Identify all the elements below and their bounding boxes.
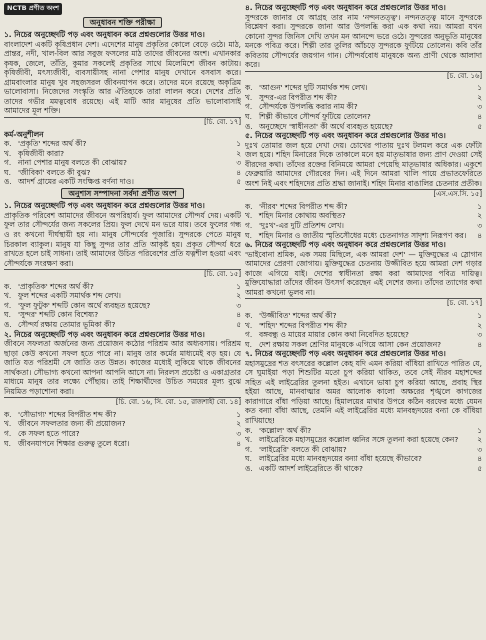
item-text: সুন্দর-এর বিপরীত শব্দ কী?	[259, 92, 338, 102]
item-text: 'সুন্দর' শব্দটি কোন বিশেষ্য?	[18, 310, 99, 320]
item-marks: ৩	[236, 300, 241, 310]
nctb-header	[4, 3, 241, 15]
sub-question-item	[245, 330, 482, 340]
item-number: গ.	[4, 158, 12, 168]
item-text: সৌন্দর্যকে উপলব্ধি করার নাম কী?	[259, 102, 358, 112]
sub-question-item	[4, 291, 241, 301]
sub-questions	[245, 202, 482, 240]
question-title: ১. নিচের অনুচ্ছেদটি পড় এবং অনুধাবন করে প্রশ্নগুলোর উত্তর দাও।	[4, 201, 205, 211]
item-number: ক.	[4, 139, 12, 149]
sub-question-item	[4, 139, 241, 149]
question-title: ৬. নিচের অনুচ্ছেদটি পড় এবং অনুধাবন করে প্রশ্নগুলোর উত্তর দাও।	[245, 240, 446, 250]
sub-question-item	[4, 149, 241, 159]
sub-question-item	[4, 158, 241, 168]
item-number: গ.	[245, 330, 253, 340]
item-number: গ.	[245, 221, 253, 231]
item-marks: ৫	[236, 177, 241, 187]
item-marks: ১	[477, 201, 482, 211]
item-marks: ১	[477, 83, 482, 93]
item-number: ঘ.	[245, 454, 252, 464]
source-note: [চ. বো. ১৬]	[245, 71, 482, 82]
item-text: 'সৌভাগ্য' শব্দের বিপরীত শব্দ কী?	[18, 409, 117, 419]
right-column	[245, 3, 482, 637]
item-text: 'প্রাকৃতিক' শব্দের অর্থ কী?	[18, 281, 94, 291]
left-column	[4, 3, 241, 637]
item-number: ঘ.	[4, 310, 11, 320]
item-text: নানা পেশার মানুষ বলতে কী বোঝায়?	[18, 158, 127, 168]
sub-question-item	[245, 321, 482, 331]
item-text: 'লাইব্রেরি' বলতে কী বোঝায়?	[259, 444, 347, 454]
item-marks: ৩	[477, 221, 482, 231]
sub-question-item	[245, 102, 482, 112]
item-number: ক.	[4, 281, 12, 291]
item-number: ক.	[4, 409, 12, 419]
sub-question-item	[245, 221, 482, 231]
item-marks: ১	[236, 139, 241, 149]
item-text: লাইব্রেরির মধ্যে মানবহৃদয়ের বন্যা বাঁধা হয়েছে কীভাবে?	[259, 454, 422, 464]
question-title: ২. নিচের অনুচ্ছেদটি পড় এবং অনুধাবন করে প্রশ্নগুলোর উত্তর দাও।	[4, 329, 205, 339]
sub-question-item	[4, 168, 241, 178]
sub-question-item	[245, 426, 482, 436]
item-marks: ৪	[477, 454, 482, 464]
item-text: 'আগুন' শব্দের দুটি সমার্থক শব্দ লেখ।	[259, 83, 368, 93]
section-heading-1: অনুধাবন শক্তি পরীক্ষা	[4, 17, 241, 29]
item-number: ক.	[245, 83, 253, 93]
item-number: খ.	[4, 148, 12, 158]
item-text: কে সফল হতে পারে?	[18, 428, 80, 438]
sub-question-item	[245, 112, 482, 122]
item-marks: ৪	[477, 339, 482, 349]
nctb-badge: NCTB প্রণীত অংশ	[4, 3, 62, 15]
item-number: ঙ.	[4, 177, 12, 187]
item-number: ক.	[245, 310, 253, 320]
item-marks: ২	[477, 92, 482, 102]
item-text: 'জীবিকা' বলতে কী বুঝ?	[18, 167, 91, 177]
item-number: খ.	[245, 92, 253, 102]
item-text: জীবনে সফলতার জন্য কী প্রয়োজন?	[18, 419, 126, 429]
source-note: [এস.এস.সি. ১৫]	[245, 189, 482, 200]
item-number: গ.	[245, 444, 253, 454]
sub-questions	[245, 83, 482, 131]
item-number: খ.	[4, 291, 12, 301]
item-text: দেশ রক্ষায় সকল শ্রেণির মানুষকে এগিয়ে আসা কেন প্রয়োজন?	[259, 339, 442, 349]
item-marks: ২	[477, 435, 482, 445]
passage-text: জীবনে সফলতা অর্জনের জন্য প্রয়োজন কঠোর পরিশ্রম আর অধ্যবসায়। পরিশ্রম ছাড়া কেউ কখনো সফল হতে পারে না। মানুষ তার কর্মের মাধ্যমেই বড় হয়। যে জাতি যত পরিশ্রমী সে জাতি তত উন্নত। কাজের মধ্যেই লুকিয়ে থাকে জীবনের সার্থকতা। সৌভাগ্য কখনো আপনা আপনি আসে না। নিরলস প্রচেষ্টা ও একাগ্রতার মাধ্যমে মানুষ তার লক্ষ্যে পৌঁছায়। তাই শিক্ষার্থীদের উচিত সময়ের মূল্য বুঝে নিয়মিত পড়াশোনা করা।	[4, 339, 241, 396]
item-number: গ.	[4, 428, 12, 438]
passage-text: 'ভাইবোনা শ্রমিক, এক সময় মিছিলে, এক আমরা দেশ' — মুক্তিযুদ্ধের এ স্লোগান আমাদের প্রেরণা জোগায়। মুক্তিযুদ্ধের চেতনায় উজ্জীবিত হয়ে আমরা দেশ গড়ার কাজে এগিয়ে যাই। দেশের স্বাধীনতা রক্ষা করা আমাদের পবিত্র দায়িত্ব। মুক্তিযোদ্ধারা তাঁদের জীবন উৎসর্গ করেছেন এই দেশের জন্য। তাঁদের ত্যাগের কথা আমরা কখনো ভুলব না।	[245, 249, 482, 297]
passage-text: মহাসমুদ্রের শত বৎসরের কল্লোল কেহ যদি এমন করিয়া বাঁধিয়া রাখিতে পারিত যে, সে ঘুমাইয়া পড়া শিশুটির মতো চুপ করিয়া থাকিত, তবে সেই নীরব মহাশব্দের সহিত এই লাইব্রেরির তুলনা হইত। এখানে ভাষা চুপ করিয়া আছে, প্রবাহ স্থির হইয়া আছে, মানবাত্মার অমর আলোক কালো অক্ষরের শৃঙ্খলে কাগজের কারাগারে বাঁধা পড়িয়া আছে। হিমালয়ের মাথার উপরে কঠিন বরফের মধ্যে যেমন কত বন্যা বাঁধা আছে, তেমনি এই লাইব্রেরির মধ্যে মানবহৃদয়ের বন্যা কে বাঁধিয়া রাখিয়াছে!	[245, 358, 482, 425]
sub-question-item	[245, 464, 482, 474]
sub-questions	[4, 410, 241, 448]
item-number: ঘ.	[245, 112, 252, 122]
sub-question-item	[245, 83, 482, 93]
sub-question-item	[245, 340, 482, 350]
item-text: 'শহিদ' শব্দের বিপরীত শব্দ কী?	[259, 320, 348, 330]
item-text: আদর্শ গ্রামের একটি সংক্ষিপ্ত বর্ণনা দাও।	[18, 177, 134, 187]
item-text: একটি আদর্শ লাইব্রেরিতে কী থাকে?	[259, 463, 363, 473]
item-text: শহিদ মিনার কোথায় অবস্থিত?	[259, 211, 346, 221]
item-number: ঙ.	[4, 319, 12, 329]
sub-question-item	[4, 301, 241, 311]
sub-question-item	[245, 435, 482, 445]
item-marks: ৫	[236, 319, 241, 329]
item-text: শিল্পী কীভাবে সৌন্দর্য ফুটিয়ে তোলেন?	[259, 112, 371, 122]
sub-question-item	[4, 429, 241, 439]
source-note: [চি. বো. ১৫]	[4, 269, 241, 280]
item-text: বঙ্গবন্ধু ও মায়ের মায়ার কোন কথা নিবেদিত হয়েছে?	[259, 330, 409, 340]
sub-questions	[245, 311, 482, 349]
item-number: ঘ.	[4, 167, 11, 177]
item-text: 'নীরব' শব্দের বিপরীত শব্দ কী?	[259, 201, 348, 211]
item-number: ঙ.	[245, 121, 253, 131]
item-marks: ২	[477, 211, 482, 221]
item-marks: ৫	[477, 121, 482, 131]
sub-question-item	[245, 454, 482, 464]
item-marks: ৪	[477, 230, 482, 240]
item-text: জীবনযাপনে শিক্ষার গুরুত্ব তুলে ধরো।	[18, 438, 130, 448]
item-marks: ৪	[477, 112, 482, 122]
sub-question-item	[245, 122, 482, 132]
sub-question-item	[245, 311, 482, 321]
item-text: 'প্রকৃতি' শব্দের অর্থ কী?	[18, 139, 87, 149]
item-marks: ৪	[236, 167, 241, 177]
item-marks: ৩	[477, 330, 482, 340]
sub-question-item	[245, 211, 482, 221]
sub-questions	[245, 426, 482, 474]
item-marks: ৪	[236, 438, 241, 448]
sub-question-item	[245, 93, 482, 103]
sub-question-item	[4, 282, 241, 292]
item-text: সৌন্দর্য রক্ষায় তোমার ভূমিকা কী?	[18, 319, 116, 329]
sub-question-item	[245, 202, 482, 212]
item-text: 'ফুল ফুটুক' শব্দটি কোন অর্থে ব্যবহৃত হয়েছে?	[18, 300, 151, 310]
item-number: খ.	[4, 419, 12, 429]
item-text: লাইব্রেরিকে মহাসমুদ্রের কল্লোল ধ্বনির সঙ্গে তুলনা করা হয়েছে কেন?	[259, 435, 459, 445]
sub-question-item	[4, 419, 241, 429]
question-title: ৭. নিচের অনুচ্ছেদটি পড় এবং অনুধাবন করে প্রশ্নগুলোর উত্তর দাও।	[245, 349, 446, 359]
item-marks: ১	[236, 281, 241, 291]
item-number: ঘ.	[245, 230, 252, 240]
item-marks: ২	[236, 148, 241, 158]
item-text: 'দুঃখ'-এর দুটি প্রতিশব্দ লেখ।	[259, 221, 344, 231]
passage-text: প্রাকৃতিক পরিবেশ আমাদের জীবনে অপরিহার্য। ফুল আমাদের সৌন্দর্য দেয়। একটি ফুল তার সৌন্দর্যের জন্য সকলের প্রিয়। ফুল দেখে মন ভরে যায়। তবে ফুলের গন্ধ ও রং কখনো দীর্ঘস্থায়ী হয় না। মানুষ সৌন্দর্যের পূজারি। সুন্দরকে পেতে মানুষ চিরকাল ব্যাকুল। মানুষ যা কিছু সুন্দর তার প্রতি আকৃষ্ট হয়। প্রকৃত সৌন্দর্য ধরে রাখতে হলে চাই সাধনা। তাই আমাদের উচিত পরিবেশের প্রতি যত্নশীল হওয়া এবং সৌন্দর্যকে সংরক্ষণ করা।	[4, 210, 241, 268]
item-marks: ২	[236, 419, 241, 429]
passage-text: সুন্দরকে জানার যে আগ্রহ তার নাম 'নন্দনতত্ত্ব'। নন্দনতত্ত্ব মানে সুন্দরকে বিশ্লেষণ করা। সুন্দরকে জানা আর উপলব্ধি করা এক কথা নয়। আমরা যখন কোনো সুন্দর জিনিস দেখি তখন মন আনন্দে ভরে ওঠে। সুন্দরের অনুভূতি মানুষের মনকে পবিত্র করে। শিল্পী তার তুলির আঁচড়ে সুন্দরকে ফুটিয়ে তোলেন। কবি তাঁর কবিতায় সৌন্দর্যের জয়গান গান। সৌন্দর্যবোধ মানুষকে অন্য প্রাণী থেকে আলাদা করে।	[245, 12, 482, 70]
sub-question-item	[4, 410, 241, 420]
item-number: খ.	[245, 435, 253, 445]
item-marks: ৩	[236, 428, 241, 438]
item-number: ঘ.	[4, 438, 11, 448]
sub-questions	[4, 139, 241, 187]
item-marks: ৩	[477, 444, 482, 454]
item-text: ফুল শব্দের একটি সমার্থক শব্দ লেখ।	[18, 291, 121, 301]
item-marks: ১	[477, 310, 482, 320]
item-number: গ.	[4, 300, 12, 310]
item-marks: ২	[236, 291, 241, 301]
item-marks: ৩	[477, 102, 482, 112]
source-note: [চ. বো. ১৭]	[245, 298, 482, 309]
item-marks: ৩	[236, 158, 241, 168]
item-text: কৃষিজীবী কারা?	[18, 148, 65, 158]
passage-text: বাংলাদেশ একটি কৃষিপ্রধান দেশ। এদেশের মানুষ প্রকৃতির কোলে বেড়ে ওঠে। মাঠ, প্রান্তর, নদী, খাল-বিল আর সবুজ ফসলের মাঠ তাদের জীবনের অংশ। এখানকার কৃষক, জেলে, তাঁতি, কুমার সকলেই প্রকৃতির সাথে মিলেমিশে জীবন কাটায়। কৃষিজীবী, মৎস্যজীবী, ব্যবসায়ীসহ নানা পেশার মানুষ দেখানে বসবাস করে। গ্রামবাংলার মানুষ খুব সহজসরল জীবনযাপন করে। তাদের মনে রয়েছে অকৃত্রিম ভালোবাসা। নিজেদের সংস্কৃতি আর ঐতিহ্যকে তারা লালন করে। দেশের প্রতি তাদের গভীর মমত্ববোধ রয়েছে। এই মাটি আর মানুষের প্রতি ভালোবাসাই আমাদের মূল শক্তি।	[4, 39, 241, 116]
source-note: [চি. বো. ১৬, সি. বো. ১৫, রাজশাহী বো. ১৪]	[4, 397, 241, 408]
item-marks: ৫	[477, 463, 482, 473]
item-text: 'উজ্জীবিত' শব্দের অর্থ কী?	[259, 310, 337, 320]
item-text: অনুচ্ছেদে 'স্বাধীনতা' কী অর্থে ব্যবহৃত হয়েছে?	[259, 121, 393, 131]
sub-question-item	[4, 320, 241, 330]
sub-label: কর্ম-অনুশীলন	[4, 129, 44, 139]
question-title: ১. নিচের অনুচ্ছেদটি পড় এবং অনুধাবন করে প্রশ্নগুলোর উত্তর দাও।	[4, 30, 205, 40]
item-number: গ.	[245, 102, 253, 112]
item-number: ক.	[245, 201, 253, 211]
sub-questions	[4, 282, 241, 330]
item-number: ঘ.	[245, 339, 252, 349]
question-title: ৪. নিচের অনুচ্ছেদটি পড় এবং অনুধাবন করে প্রশ্নগুলোর উত্তর দাও।	[245, 3, 446, 12]
item-marks: ১	[477, 425, 482, 435]
item-number: ঙ.	[245, 463, 253, 473]
sub-question-item	[245, 231, 482, 241]
sub-question-item	[4, 177, 241, 187]
item-marks: ৪	[236, 310, 241, 320]
item-text: শহিদ মিনার ও জাতীয় স্মৃতিসৌধের মধ্যে চেতনাগত সাদৃশ্য নিরূপণ কর।	[259, 230, 467, 240]
sub-question-item	[4, 439, 241, 449]
sub-question-item	[245, 445, 482, 455]
item-marks: ১	[236, 409, 241, 419]
section-heading-2: অনুশাস সম্পাদনা সর্বদা প্রণীত অংশ	[4, 188, 241, 200]
item-number: খ.	[245, 211, 253, 221]
sub-question-item	[4, 310, 241, 320]
item-marks: ২	[477, 320, 482, 330]
question-title: ৫. নিচের অনুচ্ছেদটি পড় এবং অনুধাবন করে প্রশ্নগুলোর উত্তর দাও।	[245, 131, 446, 141]
item-number: ক.	[245, 425, 253, 435]
item-text: 'কল্লোল' অর্থ কী?	[259, 425, 312, 435]
source-note: [চি. বো. ১৭]	[4, 117, 241, 128]
passage-text: দুঃখ তোমার জল হয়ে দেখা দেয়। চোখের পাতায় দুঃখ টলমল করে এক ফোঁটা জল হয়ে। শহিদ মিনারের দিকে তাকালে মনে হয় মাতৃভাষার জন্য প্রাণ দেওয়া সেই বীরদের কথা। তাঁদের রক্তের বিনিময়ে আমরা পেয়েছি মাতৃভাষার অধিকার। একুশে ফেব্রুয়ারি আমাদের গৌরবের দিন। এই দিনে আমরা খালি পায়ে প্রভাতফেরিতে অংশ নিই এবং শহিদদের প্রতি শ্রদ্ধা জানাই। শহিদ মিনার বাঙালির চেতনার প্রতীক।	[245, 140, 482, 188]
item-number: খ.	[245, 320, 253, 330]
